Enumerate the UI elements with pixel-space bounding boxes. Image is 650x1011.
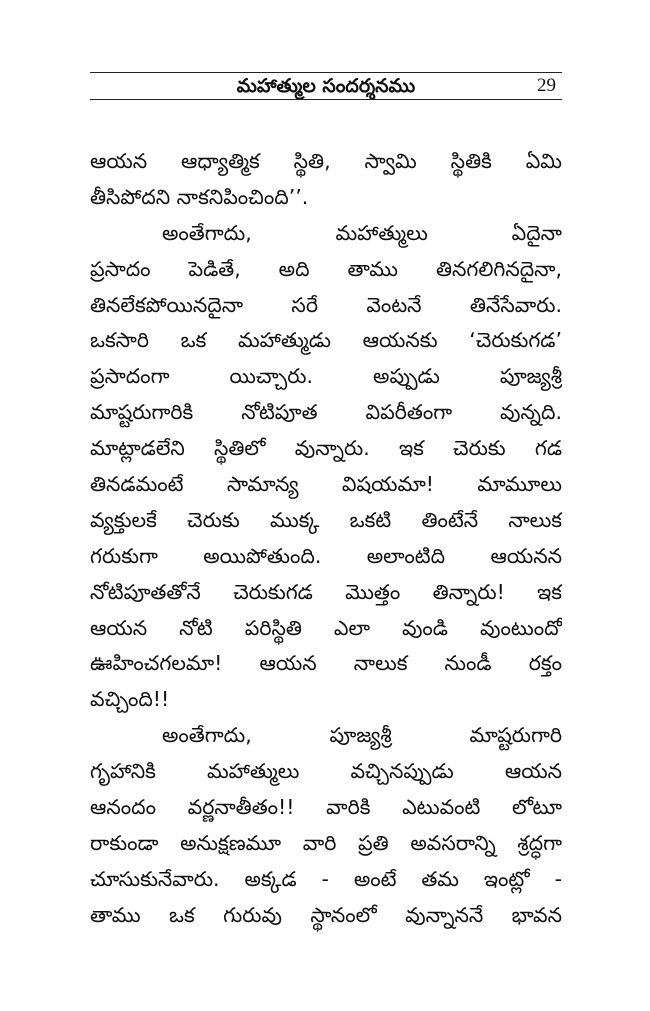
text-line: వచ్చింది!!: [90, 687, 170, 712]
text-line: గృహానికి మహాత్ములు వచ్చినప్పుడు ఆయన: [90, 759, 562, 784]
text-line: అంతేగాదు, మహాత్ములు ఏదైనా: [162, 220, 562, 245]
header-rule-bottom: [90, 99, 562, 100]
text-line: తినడమంటే సామాన్య విషయమా! మామూలు: [90, 472, 562, 497]
text-line: ఊహించగలమా! ఆయన నాలుక నుండీ రక్తం: [90, 651, 562, 676]
header-rule-top: [90, 72, 562, 73]
page-number: 29: [537, 75, 556, 96]
body-text: [90, 144, 562, 934]
text-line: రాకుండా అనుక్షణమూ వారి ప్రతి అవసరాన్ని శ్రద్ధగా: [90, 830, 562, 855]
text-line: ఒకసారి ఒక మహాత్ముడు ఆయనకు ‘చెరుకుగడ’: [90, 328, 562, 353]
text-line: ప్రసాదంగా యిచ్చారు. అప్పుడు పూజ్యశ్రీ: [90, 364, 562, 389]
text-line: ఆనందం వర్ణనాతీతం!! వారికి ఎటువంటి లోటూ: [90, 795, 562, 820]
running-header: [90, 72, 562, 102]
text-line: మాట్లాడలేని స్థితిలో వున్నారు. ఇక చెరుకు గడ: [90, 436, 562, 461]
text-line: అంతేగాదు, పూజ్యశ్రీ మాష్టరుగారి: [162, 723, 562, 748]
text-line: వ్యక్తులకే చెరుకు ముక్క ఒకటి తింటేనే నాలుక: [90, 507, 562, 532]
text-line: ఆయన నోటి పరిస్థితి ఎలా వుండి వుంటుందో: [90, 615, 562, 640]
text-line: చూసుకునేవారు. అక్కడ - అంటే తమ ఇంట్లో -: [90, 866, 562, 891]
text-line: మాష్టరుగారికి నోటిపూత విపరీతంగా వున్నది.: [90, 400, 562, 425]
header-title: మహాత్ముల సందర్శనము: [236, 75, 416, 97]
text-line: తినలేకపోయినదైనా సరే వెంటనే తినేసేవారు.: [90, 292, 562, 317]
text-line: గరుకుగా అయిపోతుంది. అలాంటిది ఆయనన: [90, 543, 562, 568]
text-line: నోటిపూతతోనే చెరుకుగడ మొత్తం తిన్నారు! ఇక: [90, 579, 562, 604]
text-line: తాము ఒక గురువు స్థానంలో వున్నాననే భావన: [90, 902, 562, 927]
text-line: ఆయన ఆధ్యాత్మిక స్థితి, స్వామి స్థితికి ఏమి: [90, 149, 562, 173]
text-line: ప్రసాదం పెడితే, అది తాము తినగలిగినదైనా,: [90, 256, 562, 281]
text-line: తీసిపోదని నాకనిపించింది’’.: [90, 184, 309, 209]
